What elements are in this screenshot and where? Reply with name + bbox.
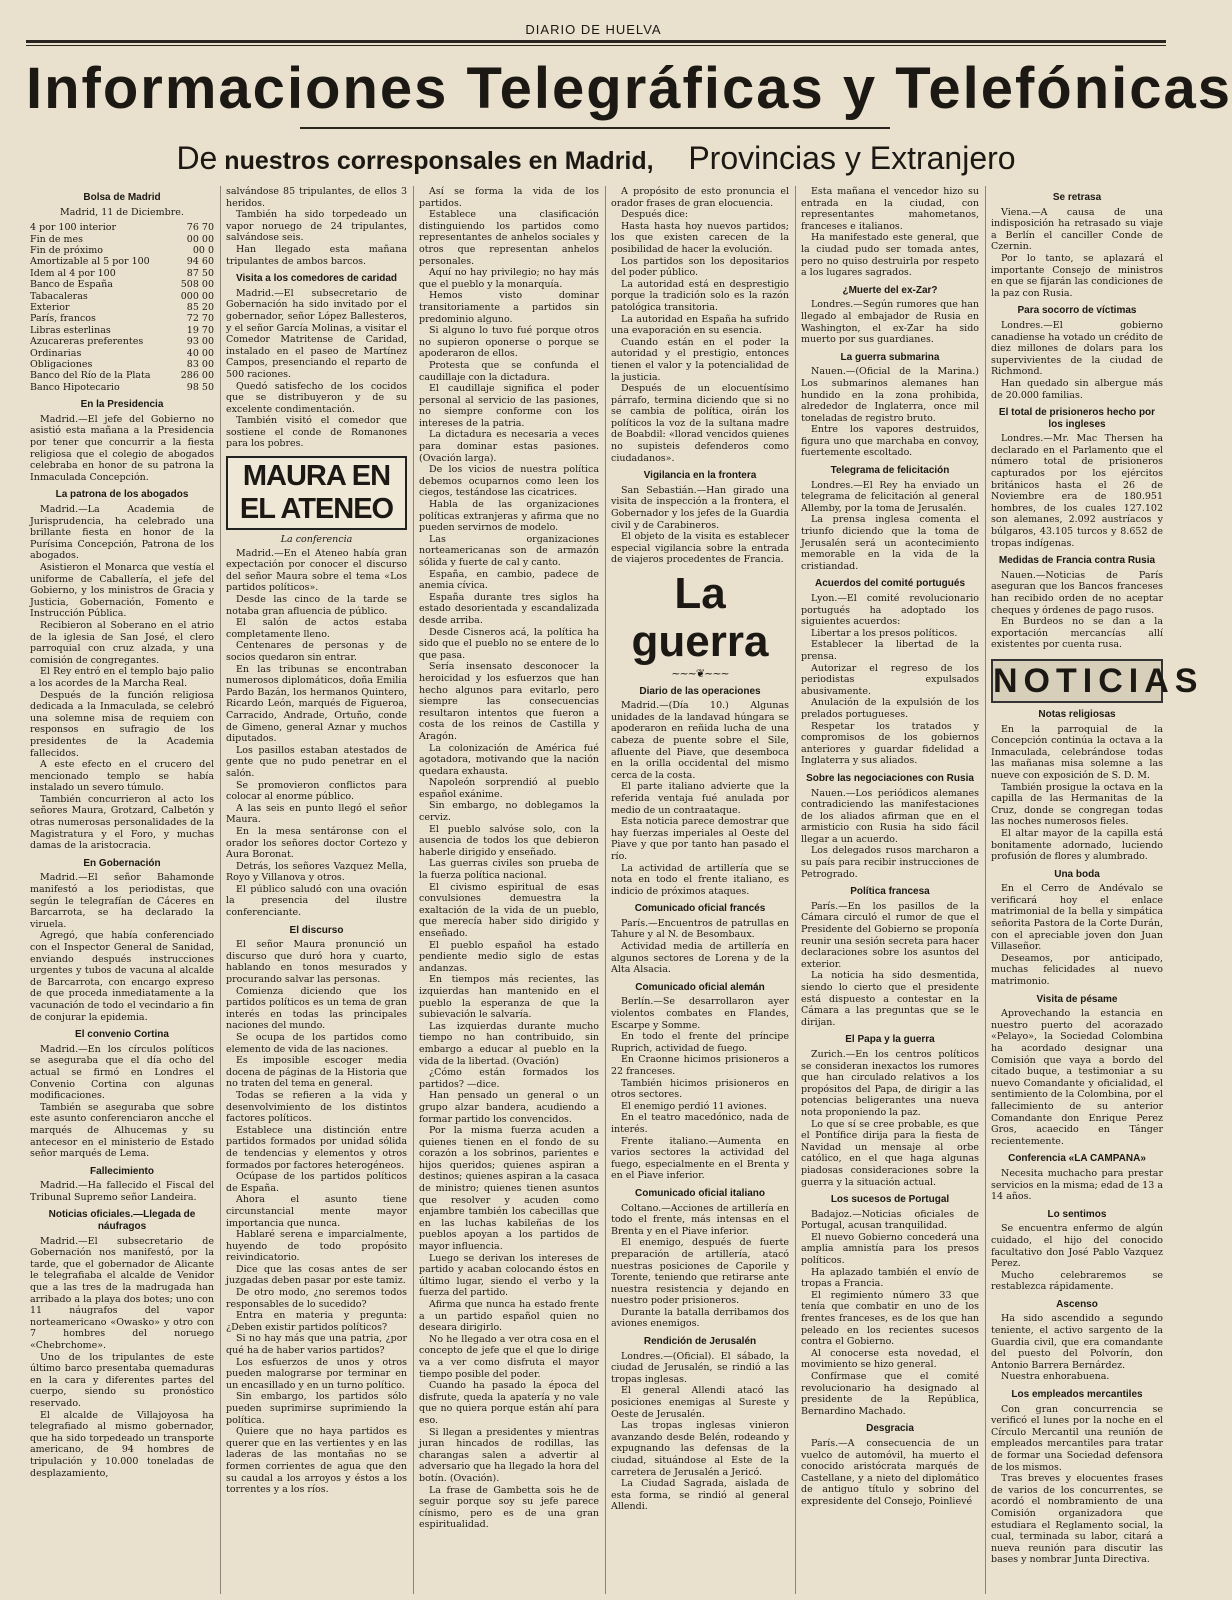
article-paragraph: Esta mañana el vencedor hizo su entrada en la ciudad, con representantes mahometanos, franceses e italianos.: [801, 186, 979, 232]
rate-label: París, francos: [30, 313, 96, 325]
article-paragraph: Frente italiano.—Aumenta en varios sectores la actividad del fuego, especialmente en el Brenta y en el Piave inferior.: [611, 1135, 789, 1182]
article-paragraph: Protesta que se confunda el caudillaje con la dictadura.: [419, 359, 599, 383]
section-heading: Los empleados mercantiles: [1011, 1389, 1143, 1401]
article-paragraph: En el Cerro de Andévalo se verificará hoy el enlace matrimonial de la bella y simpática señorita Pastora de la Corte Durán, con el apreciable joven don Juan Villaseñor.: [991, 883, 1163, 953]
article-paragraph: Después dice:: [621, 209, 689, 221]
article-paragraph: La frase de Gambetta sois he de seguir porque soy su jefe parece cínismo, pero es de una gran espiritualidad.: [419, 1484, 599, 1531]
article-paragraph: Afirma que nunca ha estado frente a un partido español quien no deseara dirigirlo.: [419, 1299, 599, 1334]
rate-label: Fin de próximo: [30, 245, 103, 256]
rate-row: [30, 313, 214, 324]
article-paragraph: Madrid.—Ha fallecido el Fiscal del Tribunal Supremo señor Landeira.: [30, 1180, 214, 1203]
article-paragraph: Los delegados rusos marcharon a su país para recibir instrucciones de Petrogrado.: [801, 845, 979, 880]
rate-value: 19 70: [186, 324, 214, 336]
article-paragraph: En Craonne hicimos prisioneros a 22 franceses.: [611, 1054, 789, 1077]
article-paragraph: Viena.—A causa de una indisposición ha retrasado su viaje a Berlín el canciller Conde de Czernin.: [991, 206, 1163, 253]
rate-row: [30, 359, 214, 370]
section-heading: Acuerdos del comité portugués: [814, 578, 966, 590]
article-paragraph: Se promovieron conflictos para colocar al enorme público.: [226, 779, 407, 803]
article-paragraph: Establece una clasificación distinguiendo los partidos como representantes de anhelos sociales y otros que representan anhelos personales.: [419, 209, 599, 267]
article-paragraph: Así se forma la vida de los partidos.: [419, 186, 599, 209]
rate-row: [30, 291, 214, 302]
section-heading: Los sucesos de Portugal: [830, 1194, 950, 1206]
article-paragraph: Cuando están en el poder la autoridad y el prestigio, entonces tienen el valor y la potencialidad de la justicia.: [611, 336, 789, 383]
rate-row: [30, 336, 214, 347]
article-paragraph: Establecer la libertad de la prensa.: [801, 639, 979, 662]
maura-headline-box: [226, 456, 407, 530]
article-paragraph: Sin embargo, los partidos sólo pueden suprimirse suprimiendo la política.: [226, 1391, 407, 1426]
rate-row: [30, 268, 214, 279]
article-paragraph: Al conocerse esta novedad, el movimiento se hizo general.: [801, 1347, 979, 1371]
article-paragraph: Esta noticia parece demostrar que hay fuerzas imperiales al Oeste del Piave y que por tanto han pasado el río.: [611, 816, 789, 862]
article-paragraph: Con gran concurrencia se verificó el lunes por la noche en el Círculo Mercantil una reunión de empleados mercantiles para tratar de formar una Sociedad defensora de los mismos.: [991, 1403, 1163, 1473]
article-paragraph: Ha sido ascendido a segundo teniente, el activo sargento de la Guardia civil, que era comandante del puesto del Polvorín, don Antonio Barrera Bernárdez.: [991, 1313, 1163, 1371]
article-paragraph: También concurrieron al acto los señores Maura, Grotzard, Calbetón y otras numerosas personalidades de la Magistratura y el Foro, y muchas damas de la aristocracia.: [30, 793, 214, 852]
article-paragraph: Autorizar el regreso de los periodistas expulsados abusivamente.: [801, 662, 979, 697]
article-paragraph: Después de un elocuentísimo párrafo, termina diciendo que si no se cambia de política, oirán los políticos la voz de la sultana madre de Boabdil: «llorad vencidos quienes no supisteis defenderos como ciudadanos».: [611, 383, 789, 464]
la-guerra-headline: La guerra: [631, 569, 769, 666]
article-paragraph: Aquí no hay privilegio; no hay más que el pueblo y la monarquía.: [419, 267, 599, 290]
article-paragraph: Las guerras civiles son prueba de la fuerza política nacional.: [419, 858, 599, 882]
article-paragraph: Londres.—Según rumores que han llegado al embajador de Rusia en Washington, el ex-Zar ha sido muerto por sus guardianes.: [801, 299, 979, 346]
maura-headline: MAURA EN EL ATENEO: [239, 460, 394, 526]
article-paragraph: Hablaré serena e imparcialmente, huyendo de todo propósito reivindicatorio.: [226, 1229, 407, 1264]
stock-rates-table: [30, 222, 214, 393]
section-heading: Notas religiosas: [1038, 708, 1116, 720]
section-heading: Telegrama de felicitación: [830, 465, 950, 477]
article-paragraph: Libertar a los presos políticos.: [811, 627, 958, 639]
column-2: [226, 186, 407, 1598]
article-paragraph: Hemos visto dominar transitoriamente a partidos sin predominio alguno.: [419, 290, 599, 325]
article-paragraph: Badajoz.—Noticias oficiales de Portugal, acusan tranquilidad.: [801, 1208, 979, 1232]
section-heading: La guerra submarina: [840, 351, 940, 363]
article-paragraph: A este efecto en el crucero del mencionado templo se había instalado un severo túmulo.: [30, 759, 214, 794]
article-paragraph: Tras breves y elocuentes frases de varios de los concurrentes, se acordó el nombramiento de una Comisión organizadora que estudiara el Reglamento social, la cual, terminada su labor, citará a nueva reunión para discutir las bases y nombrar Junta Directiva.: [991, 1473, 1163, 1566]
article-paragraph: También ha sido torpedeado un vapor noruego de 24 tripulantes, salvándose seis.: [226, 209, 407, 244]
article-paragraph: Establece una distinción entre partidos formados por unidad sólida de tendencias y elementos y otros formados por factores heterogéneos.: [226, 1124, 407, 1171]
rate-value: 98 50: [186, 381, 214, 393]
article-paragraph: Ha aplazado también el envío de tropas a Francia.: [801, 1266, 979, 1290]
article-paragraph: El público saludó con una ovación la presencia del ilustre conferenciante.: [226, 883, 407, 919]
rate-row: [30, 348, 214, 359]
section-heading: El total de prisioneros hecho por los ingleses: [998, 407, 1156, 430]
subhead: [26, 140, 1166, 177]
article-paragraph: La colonización de América fué agotadora, motivando que la nación quedara exhausta.: [419, 742, 599, 777]
article-paragraph: Madrid.—(Día 10.) Algunas unidades de la landavad húngara se apoderaron en reñida lucha de una cabeza de puente sobre el Sile, afluente del Piave, que desemboca en la orilla occidental del mismo cerca de la costa.: [611, 700, 789, 781]
rate-row: [30, 370, 214, 381]
rate-row: [30, 279, 214, 290]
top-rule: [26, 40, 1166, 43]
article-paragraph: También prosigue la octava en la capilla de las Hermanitas de la Cruz, donde se congregan todas las noches numerosos fieles.: [991, 781, 1163, 828]
section-heading: Lo sentimos: [1047, 1208, 1107, 1220]
section-heading: Visita a los comedores de caridad: [236, 273, 397, 285]
article-paragraph: Ha manifestado este general, que la ciudad pudo ser tomada antes, pero no quiso destruirla por respeto a los lugares sagrados.: [801, 232, 979, 279]
article-paragraph: París.—A consecuencia de un vuelco de automóvil, ha muerto el conocido aristócrata marqués de Castellane, y a nieto del diplomático de antiguo título y sobrino del expresidente del Consejo, Poinlievé: [801, 1437, 979, 1507]
article-paragraph: La noticia ha sido desmentida, siendo lo cierto que el presidente está dispuesto a contestar en la Cámara a las preguntas que se le dirijan.: [801, 970, 979, 1028]
section-heading: Sobre las negociaciones con Rusia: [806, 772, 974, 784]
rate-row: [30, 325, 214, 336]
article-paragraph: Madrid.—En el Ateneo había gran expectación por conocer el discurso del señor Maura sobre el tema «Los partidos políticos».: [226, 547, 407, 594]
article-paragraph: Entra en materia y pregunta: ¿Deben existir partidos políticos?: [226, 1310, 407, 1333]
article-paragraph: Centenares de personas y de socios quedaron sin entrar.: [226, 640, 407, 663]
running-head: DIARIO DE HUELVA: [525, 22, 662, 37]
article-paragraph: En todo el frente del príncipe Ruprich, actividad de fuego.: [611, 1031, 789, 1054]
article-paragraph: Londres.—(Oficial). El sábado, la ciudad de Jerusalén, se rindió a las tropas inglesas.: [611, 1350, 789, 1385]
article-paragraph: Actividad media de artillería en algunos sectores de Lorena y de la Alta Alsacia.: [611, 941, 789, 976]
article-paragraph: Las tropas inglesas vinieron avanzando desde Belén, rodeando y expugnando las defensas de la ciudad, situándose al Este de la carretera de Jerusalén a Jericó.: [611, 1420, 789, 1478]
article-paragraph: En las tribunas se encontraban numerosos diplomáticos, doña Emilia Pardo Bazán, los hermanos Quintero, Ricardo León, marqués de Figueroa, Carracido, Andrade, Ortuño, conde de Gimeno, general Aznar y muchos diputados.: [226, 663, 407, 745]
article-paragraph: Todas se refieren a la vida y desenvolvimiento de los distintos factores políticos.: [226, 1089, 407, 1125]
section-heading: Vigilancia en la frontera: [643, 470, 757, 482]
article-paragraph: En la parroquial de la Concepción continúa la octava a la Inmaculada, celebrándose todas las mañanas misa solemne a las nueve con exposición de S. D. M.: [991, 723, 1163, 781]
article-paragraph: Nauen.—Los periódicos alemanes contradiciendo las manifestaciones de los aliados afirman que en el armisticio con Rusia ha sido fácil llegar a un acuerdo.: [801, 787, 979, 845]
rate-label: Exterior: [30, 302, 70, 314]
article-paragraph: Si no hay más que una patria, ¿por qué ha de haber varios partidos?: [226, 1333, 407, 1357]
article-paragraph: Los esfuerzos de unos y otros pueden malograrse por terminar en un encasillado y en un turno político.: [226, 1356, 407, 1391]
article-paragraph: Londres.—El gobierno canadiense ha votado un crédito de diez millones de dolars para los supervivientes de la ciudad de Richmond.: [991, 319, 1163, 378]
section-heading: Política francesa: [850, 886, 930, 898]
rate-value: 85 20: [186, 302, 214, 314]
article-paragraph: Se ocupa de los partidos como elemento de vida de las naciones.: [226, 1032, 407, 1055]
article-paragraph: San Sebastián.—Han girado una visita de inspección a la frontera, el Gobernador y los jefes de la Guardia civil y de Carabineros.: [611, 484, 789, 531]
article-paragraph: Los pasillos estaban atestados de gente que no pudo penetrar en el salón.: [226, 744, 407, 779]
article-paragraph: Lo que sí se cree probable, es que el Pontífice dirija para la fiesta de Navidad un mensaje al orbe católico, en el que haga algunas piadosas consideraciones sobre la guerra y la situación actual.: [801, 1118, 979, 1188]
article-paragraph: Uno de los tripulantes de este último barco presentaba quemaduras en la cara y diferentes partes del cuerpo, siendo su pronóstico reservado.: [30, 1351, 214, 1409]
article-paragraph: El objeto de la visita es establecer especial vigilancia sobre la entrada de viajeros procedentes de Francia.: [611, 531, 789, 566]
masthead-title: Informaciones Telegráficas y Telefónicas: [26, 56, 1232, 121]
article-paragraph: El alcalde de Villajoyosa ha telegrafiado al mismo gobernador, que ha sido torpedeado un transporte americano, de 94 hombres de tripulación y 10.000 toneladas de desplazamiento,: [30, 1409, 214, 1479]
section-heading: Una boda: [1054, 868, 1100, 880]
section-heading: Comunicado oficial italiano: [634, 1187, 765, 1199]
column-rule: [985, 186, 986, 1594]
article-paragraph: Han llegado esta mañana tripulantes de ambos barcos.: [226, 243, 407, 267]
column-rule: [605, 186, 606, 1594]
article-paragraph: Dice que las cosas antes de ser juzgadas deben pasar por este tamiz.: [226, 1263, 407, 1287]
section-heading: Para socorro de víctimas: [1017, 305, 1137, 317]
section-heading: Fallecimiento: [90, 1165, 154, 1177]
rate-value: 000 00: [180, 290, 214, 302]
rate-row: [30, 245, 214, 256]
article-paragraph: Han quedado sin albergue más de 20.000 familias.: [991, 377, 1163, 401]
rate-label: Fin de mes: [30, 233, 83, 245]
article-paragraph: Coltano.—Acciones de artillería en todo el frente, más intensas en el Brenta y en el Piave inferior.: [611, 1202, 789, 1237]
article-paragraph: También visitó el comedor que sostiene el conde de Romanones para los pobres.: [226, 415, 407, 450]
article-paragraph: El salón de actos estaba completamente lleno.: [226, 617, 407, 640]
article-paragraph: Madrid.—El subsecretario de Gobernación ha sido invitado por el gobernador, señor López Ballesteros, y el señor García Molinas, a visitar el Comedor Matritense de Caridad, instalado en el paseo de Martínez Campos, presenciando el reparto de 500 raciones.: [226, 287, 407, 380]
rate-label: Idem al 4 por 100: [30, 267, 116, 279]
article-paragraph: El Rey entró en el templo bajo palio a los acordes de la Marcha Real.: [30, 666, 214, 689]
rate-row: [30, 302, 214, 313]
column-1: [30, 186, 214, 1598]
article-paragraph: Nuestra enhorabuena.: [1001, 1371, 1110, 1383]
article-paragraph: El parte italiano advierte que la referida ventaja fué anulada por medio de un contraataque.: [611, 781, 789, 816]
article-paragraph: A las seis en punto llegó el señor Maura.: [226, 802, 407, 826]
section-heading: Comunicado oficial francés: [634, 903, 766, 915]
rate-value: 286 00: [180, 370, 214, 382]
article-paragraph: Luego se derivan los intereses de partido y acaban colocando éstos en último lugar, siendo el verbo y la fuerza del partido.: [419, 1252, 599, 1299]
article-paragraph: Han pensado un general o un grupo alzar bandera, acudiendo a formar partido los convencidos.: [419, 1090, 599, 1125]
column-3: [419, 186, 599, 1598]
bolsa-heading: Bolsa de Madrid: [83, 192, 161, 203]
article-paragraph: También hicimos prisioneros en otros sectores.: [611, 1077, 789, 1101]
article-paragraph: Asistieron el Monarca que vestía el uniforme de Caballería, el jefe del Gobierno, y los ministros de Gracia y Justicia, Gobernación, Fomento e Instrucción Pública.: [30, 562, 214, 620]
article-paragraph: Madrid.—El señor Bahamonde manifestó a los periodistas, que según le telegrafían de Cáceres en Barcarrota, se ha declarado la viruela.: [30, 872, 214, 930]
article-paragraph: En tiempos más recientes, las izquierdas han mantenido en el pueblo la esperanza de que la subievación le salvaría.: [419, 974, 599, 1021]
column-6: [991, 186, 1204, 1598]
article-paragraph: Anulación de la expulsión de los prelados portugueses.: [801, 697, 979, 720]
rate-label: Banco Hipotecario: [30, 381, 120, 393]
article-paragraph: Quedó satisfecho de los cocidos que se distribuyeron y de su excelente condimentación.: [226, 380, 407, 415]
article-paragraph: Los partidos son los depositarios del poder público.: [611, 255, 789, 279]
article-paragraph: Por la misma fuerza acuden a quienes tienen en el fondo de su corazón a los sobrinos, parientes e hijos queridos; quienes aspiran a destinos; quienes aspiran a la casaca de ministro; quienes tienen asuntos que resolver y acuden como enjambre también los cabecillas que en las luchas kabileñas de los pueblos apoyan a los partidos de mayor influencia.: [419, 1125, 599, 1253]
article-paragraph: Sin embargo, no doblegamos la cerviz.: [419, 800, 599, 824]
rate-value: 508 00: [180, 279, 214, 291]
article-paragraph: En el teatro macedónico, nada de interés.: [611, 1112, 789, 1135]
article-paragraph: La dictadura es necesaria a veces para dominar estas pasiones. (Ovación larga).: [419, 429, 599, 464]
column-4: [611, 186, 789, 1598]
rate-label: Banco del Río de la Plata: [30, 370, 151, 382]
section-heading: En Gobernación: [83, 857, 161, 869]
article-paragraph: La actividad de artillería que se nota en todo el frente italiano, es indicio de próximos ataques.: [611, 862, 789, 897]
article-paragraph: También se aseguraba que sobre este asunto conferenciaron ancche el marqués de Alhucemas y su antecesor en el ministerio de Estado señor marqués de Lema.: [30, 1101, 214, 1160]
article-paragraph: Desde Cisneros acá, la política ha sido que el pueblo no se entere de lo que pasa.: [419, 626, 599, 661]
section-heading: Se retrasa: [1052, 192, 1102, 203]
article-paragraph: Berlín.—Se desarrollaron ayer violentos combates en Flandes, Escarpe y Somme.: [611, 996, 789, 1031]
article-paragraph: A propósito de esto pronuncia el orador frases de gran elocuencia.: [611, 186, 789, 209]
article-paragraph: Mucho celebraremos se restablezca rápidamente.: [991, 1269, 1163, 1293]
article-paragraph: Respetar los tratados y compromisos de los gobiernos anteriores y guardar fidelidad a Inglaterra y sus aliados.: [801, 720, 979, 767]
article-paragraph: El pueblo salvóse solo, con la ausencia de todos los que debieron haberle dirigido y enseñado.: [419, 823, 599, 858]
section-heading: Comunicado oficial alemán: [635, 981, 765, 993]
section-heading: Rendición de Jerusalén: [643, 1336, 757, 1348]
article-paragraph: El regimiento número 33 que tenía que combatir en uno de los frentes franceses, es de los que han peleado en los recientes sucesos contra el Gobierno.: [801, 1289, 979, 1348]
article-paragraph: La autoridad está en desprestigio porque la tradición solo es la razón patológica transitoria.: [611, 278, 789, 313]
rate-value: 40 00: [186, 347, 214, 359]
section-heading: Desgracia: [866, 1423, 914, 1435]
article-paragraph: Recibieron al Soberano en el atrio de la iglesia de San José, el clero parroquial con cruz alzada, y una comisión de congregantes.: [30, 619, 214, 666]
article-paragraph: Detrás, los señores Vazquez Mella, Royo y Villanova y otros.: [226, 860, 407, 884]
article-paragraph: Es imposible escoger media docena de páginas de la Historia que no traten del tema en general.: [226, 1055, 407, 1090]
article-paragraph: Madrid.—El subsecretario de Gobernación nos manifestó, por la tarde, que el gobernador de Alicante le telegrafiaba el alcalde de Venidor que a las tres de la madrugada han arribado a la playa dos botes; uno con 11 náugrafos del vapor norteamericano «Owasko» y otro con 7 hombres del noruego «Chebrchome».: [30, 1235, 214, 1351]
column-rule: [220, 186, 221, 1594]
article-paragraph: El caudillaje significa el poder personal al servicio de las pasiones, no siempre conforme con los intereses de la patria.: [419, 383, 599, 429]
section-heading: El convenio Cortina: [75, 1029, 169, 1041]
article-paragraph: El enemigo perdió 11 aviones.: [621, 1100, 767, 1112]
article-paragraph: La autoridad en España ha sufrido una evaporación en su esencia.: [611, 313, 789, 337]
article-paragraph: Cuando ha pasado la época del disfrute, queda la apatería y no vale que no quiera porque están ahí para eso.: [419, 1380, 599, 1426]
article-paragraph: El enemigo, después de fuerte preparación de artillería, atacó nuestras posiciones de Caporile y Torente, teniendo que retirarse ante nuestra resistencia y dejando en nuestro poder prisioneros.: [611, 1237, 789, 1307]
section-heading: ¿Muerte del ex-Zar?: [842, 284, 938, 296]
article-paragraph: Durante la batalla derribamos dos aviones enemigos.: [611, 1306, 789, 1330]
rate-value: 72 70: [186, 313, 214, 325]
article-paragraph: Aprovechando la estancia en nuestro puerto del acorazado «Pelayo», la Sociedad Colombina ha acordado designar una Comisión que vaya a bordo del citado buque, a testimoniar a su nuevo Comandante y oficialidad, el sentimiento de la Colombina, por el fallecimiento de su anterior Comandante don Enrique Perez Gros, acaecido en Tánger recientemente.: [991, 1008, 1163, 1147]
column-rule: [413, 186, 414, 1594]
column-5: [801, 186, 979, 1598]
noticias-banner: NOTICIAS: [991, 659, 1163, 703]
article-paragraph: París.—En los pasillos de la Cámara circuló el rumor de que el Presidente del Gobierno se proponía reunir una sesión secreta para hacer declaraciones sobre los asuntos del exterior.: [801, 900, 979, 970]
article-paragraph: Londres.—Mr. Mac Thersen ha declarado en el Parlamento que el número total de prisioneros capturados por los ejércitos británicos hasta el 26 de Noviembre era de 180.951 hombres, de los cuales 127.102 son alemanes, 2.092 austríacos y búlgaros, 43.105 turcos y 8.652 de tropas indígenas.: [991, 433, 1163, 549]
article-paragraph: En la mesa sentáronse con el orador los señores doctor Cortezo y Aura Boronat.: [226, 825, 407, 861]
article-paragraph: Necesita muchacho para prestar servicios en la misma; edad de 13 a 14 años.: [991, 1167, 1163, 1203]
section-heading: Noticias oficiales.—Llegada de náufragos: [48, 1209, 196, 1233]
article-paragraph: La Ciudad Sagrada, aislada de esta forma, se rindió al general Allendi.: [611, 1478, 789, 1513]
rate-label: Obligaciones: [30, 359, 93, 371]
rate-value: 00 00: [186, 233, 214, 245]
article-paragraph: Las izquierdas durante mucho tiempo no han contribuido, sin embargo a educar al pueblo en la vida de la libertad. (Ovación): [419, 1020, 599, 1067]
article-paragraph: Confírmase que el comité revolucionario ha designado al presidente de la República, Bernardino Machado.: [801, 1371, 979, 1417]
article-paragraph: Las organizaciones norteamericanas son de armazón sólida y fuerte de cal y canto.: [419, 533, 599, 568]
section-heading: En la Presidencia: [80, 399, 164, 411]
rate-value: 76 70: [186, 222, 214, 234]
rate-value: 93 00: [186, 336, 214, 348]
rate-label: Tabacaleras: [30, 290, 88, 302]
rate-value: 87 50: [186, 267, 214, 279]
maura-subheading: La conferencia: [280, 534, 353, 546]
article-paragraph: El altar mayor de la capilla está bonitamente adornado, luciendo profusión de flores y alumbrado.: [991, 827, 1163, 863]
section-heading: Conferencia «LA CAMPANA»: [1008, 1153, 1146, 1165]
article-paragraph: De otro modo, ¿no seremos todos responsables de lo sucedido?: [226, 1287, 407, 1310]
rate-value: 00 0: [192, 245, 214, 256]
article-paragraph: Ahora el asunto tiene circunstancial mente mayor importancia que nunca.: [226, 1194, 407, 1229]
article-paragraph: Desde las cinco de la tarde se notaba gran afluencia de público.: [226, 594, 407, 617]
article-paragraph: El general Allendi atacó las posiciones enemigas al Sureste y Oeste de Jerusalén.: [611, 1385, 789, 1420]
subhead-madrid: nuestros corresponsales en Madrid,: [224, 147, 654, 175]
rate-label: Ordinarias: [30, 347, 82, 359]
rate-label: Libras esterlinas: [30, 324, 111, 336]
section-heading: Diario de las operaciones: [639, 685, 761, 697]
subhead-de: De: [176, 140, 218, 176]
article-paragraph: Si llegan a presidentes y mientras juran hincados de rodillas, las charangas salen a advertir al adversario que ha llegado la hora del botín. (Ovación).: [419, 1426, 599, 1484]
subhead-provincias: Provincias y Extranjero: [688, 140, 1016, 176]
article-paragraph: No he llegado a ver otra cosa en el concepto de jefe que el que lo dirige va a ver como disfruta el mayor tiempo posible del poder.: [419, 1333, 599, 1380]
article-paragraph: Habla de las organizaciones políticas extranjeras y afirma que no pueden servirnos de modelo.: [419, 499, 599, 534]
article-paragraph: Entre los vapores destruidos, figura uno que marchaba en convoy, fuertemente escoltado.: [801, 424, 979, 459]
rate-row: [30, 382, 214, 393]
article-paragraph: España, en cambio, padece de anemia cívica.: [419, 568, 599, 592]
article-paragraph: Por lo tanto, se aplazará el importante Consejo de ministros en que se fijarán las condiciones de la paz con Rusia.: [991, 252, 1163, 299]
article-paragraph: Si alguno lo tuvo fué porque otros no supieron oponerse o porque se apoderaron de ellos.: [419, 325, 599, 360]
article-paragraph: Sería insensato desconocer la heroicidad y los esfuerzos que han hecho algunos para evitarlo, pero siempre las consecuencias resultaron intentos que fueron a costa de los reinos de Castilla y Aragón.: [419, 661, 599, 742]
rate-label: Azucareras preferentes: [30, 336, 144, 348]
rate-label: Amortizable al 5 por 100: [30, 256, 150, 268]
article-paragraph: La prensa inglesa comenta el triunfo diciendo que la toma de Jerusalén será un acontecimiento memorable en la vida de la cristiandad.: [801, 514, 979, 572]
article-paragraph: Ocúpase de los partidos políticos de España.: [226, 1171, 407, 1194]
article-paragraph: Madrid.—El jefe del Gobierno no asistió esta mañana a la Presidencia por tener que concurrir a la fiesta religiosa que el colegio de abogados celebraba en honor de su patrona la Inmaculada Concepción.: [30, 413, 214, 483]
article-paragraph: Quiere que no haya partidos es querer que en las vertientes y en las laderas de las montañas no se formen corrientes de agua que den su caudal a los arroyos y éstos a los torrentes y a los ríos.: [226, 1426, 407, 1496]
article-paragraph: El señor Maura pronunció un discurso que duró hora y cuarto, hablando en tonos mesurados y procurando salvar las personas.: [226, 939, 407, 986]
ornament-flourish: ~~~❦~~~: [671, 667, 729, 680]
article-paragraph: Lyon.—El comité revolucionario portugués ha adoptado los siguientes acuerdos:: [801, 593, 979, 628]
bolsa-date: Madrid, 11 de Diciembre.: [60, 206, 184, 218]
rate-label: 4 por 100 interior: [30, 222, 117, 234]
rate-value: 94 60: [186, 256, 214, 268]
article-paragraph: En Burdeos no se dan a la exportación mercancías allí existentes por cuenta rusa.: [991, 616, 1163, 651]
masthead-underline: [300, 127, 890, 129]
article-paragraph: Londres.—El Rey ha enviado un telegrama de felicitación al general Allemby, por la toma de Jerusalén.: [801, 479, 979, 514]
section-heading: Ascenso: [1056, 1298, 1098, 1310]
rate-row: [30, 256, 214, 267]
article-paragraph: El nuevo Gobierno concederá una amplia amnistía para los presos políticos.: [801, 1231, 979, 1267]
article-paragraph: El pueblo español ha estado pendiente medio siglo de estas andanzas.: [419, 939, 599, 974]
article-paragraph: Hasta hasta hoy nuevos partidos; los que existen carecen de la posibilidad de hacer la evolución.: [611, 220, 789, 255]
section-heading: El Papa y la guerra: [845, 1034, 935, 1046]
article-paragraph: Napoleón sorprendió al pueblo español exánime.: [419, 777, 599, 800]
article-paragraph: Después de la función religiosa dedicada a la Inmaculada, se celebró una solemne misa de requiem con responsos en sufragio de los presidentes de la Academia fallecidos.: [30, 689, 214, 759]
article-paragraph: Comienza diciendo que los partidos políticos es un tema de gran interés en todas las principales naciones del mundo.: [226, 985, 407, 1032]
rate-value: 83 00: [186, 359, 214, 371]
section-heading: Medidas de Francia contra Rusia: [998, 555, 1156, 567]
article-paragraph: París.—Encuentros de patrullas en Tahure y al N. de Besombaux.: [611, 917, 789, 941]
section-heading: El discurso: [289, 924, 344, 936]
article-paragraph: Nauen.—(Oficial de la Marina.) Los submarinos alemanes han hundido en la zona prohibida, alrededor de Inglaterra, once mil toneladas de registro bruto.: [801, 366, 979, 424]
section-heading: Visita de pésame: [1036, 993, 1118, 1005]
article-paragraph: De los vicios de nuestra política debemos ocuparnos como leen los ciegos, testándose las cicatrices.: [419, 464, 599, 499]
article-paragraph: Madrid.—En los círculos políticos se aseguraba que el día ocho del actual se firmó en Londres el Convenio Cortina con algunas modificaciones.: [30, 1043, 214, 1102]
article-paragraph: Deseamos, por anticipado, muchas felicidades al nuevo matrimonio.: [991, 952, 1163, 988]
rate-row: [30, 222, 214, 233]
top-rule-thin: [26, 45, 1166, 46]
section-heading: La patrona de los abogados: [55, 489, 189, 501]
article-paragraph: El civismo espiritual de esas convulsiones demuestra la exaltación de la vida de un pueblo, que merecía haber sido dirigido y enseñado.: [419, 881, 599, 939]
article-paragraph: Se encuentra enfermo de algún cuidado, el hijo del conocido facultativo don José Pablo Vazquez Perez.: [991, 1223, 1163, 1270]
article-paragraph: Madrid.—La Academia de Jurisprudencia, ha celebrado una brillante fiesta en honor de la Purísima Concepción, Patrona de los abogados.: [30, 504, 214, 562]
article-paragraph: salvándose 85 tripulantes, de ellos 3 heridos.: [226, 186, 407, 209]
rate-label: Banco de España: [30, 279, 113, 291]
article-paragraph: Zurich.—En los centros políticos se consideran inexactos los rumores que han circulado relativos a los propósitos del Papa, de dirigir a las potencias beligerantes una nueva nota proponiendo la paz.: [801, 1048, 979, 1118]
article-paragraph: España durante tres siglos ha estado desorientada y escandalizada desde arriba.: [419, 591, 599, 626]
column-rule: [795, 186, 796, 1594]
article-paragraph: ¿Cómo están formados los partidos? —dice.: [419, 1067, 599, 1090]
article-paragraph: Nauen.—Noticias de París aseguran que los Bancos franceses han recibido orden de no aceptar cheques y órdenes de pago rusos.: [991, 569, 1163, 616]
article-paragraph: Agregó, que había conferenciado con el Inspector General de Sanidad, enviando después instrucciones urgentes y tubos de vacuna al alcalde de Barcarrota, con encargo expreso de que proceda inmediatamente a la vacunación de todo el vecindario a fin de conjurar la epidemia.: [30, 930, 214, 1023]
rate-row: [30, 234, 214, 245]
